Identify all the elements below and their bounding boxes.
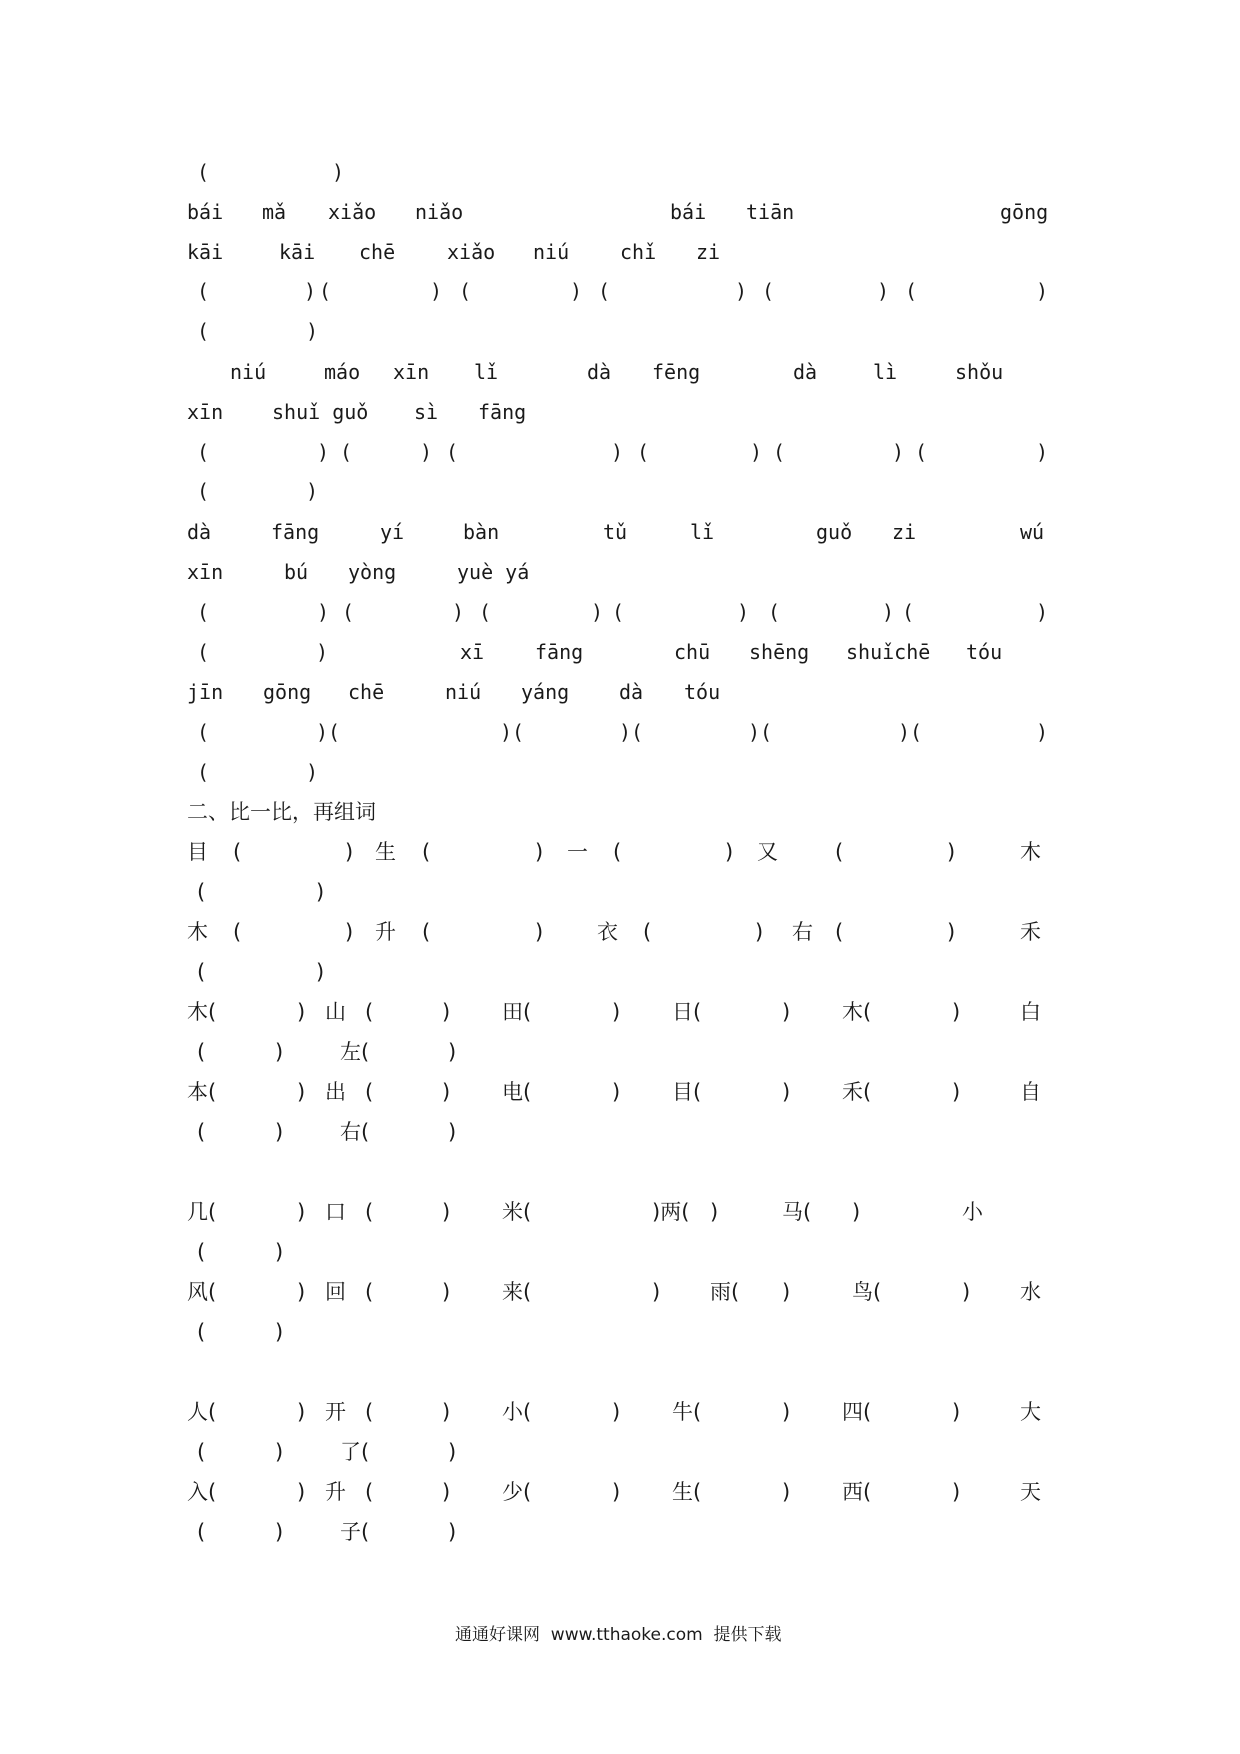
pinyin-syllable: xī [460,640,485,664]
pinyin-syllable: niǎo [415,200,464,224]
pinyin-syllable: fāng [478,400,527,424]
pinyin-syllable: tóu [966,640,1003,664]
character-item: 右 [792,920,813,944]
pinyin-syllable: bú [284,560,309,584]
character-item: 水 [1020,1280,1041,1304]
answer-blank-paren: ( [365,1200,374,1224]
section-heading-line [0,795,1240,829]
answer-blank-paren: ) [611,440,624,464]
answer-blank-paren: ) [345,840,354,864]
compare-line [0,995,1240,1029]
pinyin-syllable: kāi [279,240,316,264]
answer-blank-paren: ( [365,1400,374,1424]
answer-blank-paren: ) [1036,720,1049,744]
pinyin-line [0,635,1240,669]
answer-blank-paren: ) [442,1000,451,1024]
answer-blank-paren: ( [422,840,431,864]
answer-blank-paren: ) [737,600,750,624]
pinyin-syllable: dà [793,360,818,384]
pinyin-line [0,355,1240,389]
answer-blank-paren: ( [233,920,242,944]
character-item: 西( [842,1480,872,1504]
pinyin-syllable: niú [445,680,482,704]
answer-blank-paren: ) [782,1400,791,1424]
pinyin-syllable: zi [892,520,917,544]
pinyin-syllable: fāng [271,520,320,544]
compare-line [0,1195,1240,1229]
answer-blank-paren: ) [1036,279,1049,303]
compare-line [0,1395,1240,1429]
answer-blank-paren: ) [782,1480,791,1504]
answer-blank-paren: ) [297,1400,306,1424]
answer-blank-paren: ) [612,1480,621,1504]
pinyin-syllable: tóu [684,680,721,704]
answer-blank-paren: ) [952,1480,961,1504]
pinyin-syllable: xiǎo [328,200,377,224]
pinyin-syllable: niú [230,360,267,384]
compare-line [0,835,1240,869]
answer-blank-paren: ( [422,920,431,944]
pinyin-syllable: chū [674,640,711,664]
character-item: 木( [842,1000,872,1024]
pinyin-syllable: sì [414,400,439,424]
pinyin-line [0,395,1240,429]
character-item: 少( [502,1480,532,1504]
answer-blank-paren: ) [962,1280,971,1304]
answer-blank-paren: ) [952,1400,961,1424]
pinyin-syllable: shuǐ guǒ [272,400,369,424]
character-item: 一 [567,840,588,864]
answer-blank-paren: ) [452,600,465,624]
answer-blank-paren: ) [782,1000,791,1024]
character-item: 木( [187,1000,217,1024]
answer-blank-paren: ( [768,600,781,624]
answer-blank-paren: ) [275,1040,284,1064]
character-item: 山 [325,1000,346,1024]
pinyin-syllable: bái [670,200,707,224]
answer-blank-paren: ( [197,479,210,503]
pinyin-syllable: zi [696,240,721,264]
pinyin-syllable: guǒ [816,520,853,544]
character-item: 风( [187,1280,217,1304]
character-item: 来( [502,1280,532,1304]
answer-blank-paren: ( [773,440,786,464]
answer-blank-paren: ) [316,640,329,664]
character-item: 回 [325,1280,346,1304]
character-item: 鸟( [852,1280,882,1304]
character-item: 入( [187,1480,217,1504]
answer-blank-paren: ( [643,920,652,944]
answer-blank-paren: ( [446,440,459,464]
compare-line [0,875,1240,909]
pinyin-syllable: shuǐchē [846,640,931,664]
character-item: 开 [325,1400,346,1424]
answer-blank-paren: ) [275,1440,284,1464]
answer-blank-paren: ( [479,600,492,624]
pinyin-syllable: dà [587,360,612,384]
pinyin-line [0,195,1240,229]
character-item: 天 [1020,1480,1041,1504]
answer-blank-paren: ) [297,1200,306,1224]
compare-line [0,1115,1240,1149]
pinyin-syllable: dà [187,520,212,544]
answer-blank-paren: ( [459,279,472,303]
character-item: 四( [842,1400,872,1424]
answer-blank-paren: ) [535,840,544,864]
answer-blank-paren: ( [835,840,844,864]
answer-blank-paren: ) [725,840,734,864]
answer-blank-paren: ( [612,600,625,624]
answer-blank-paren: ( [197,720,210,744]
answer-blank-paren: ) [317,440,330,464]
pinyin-syllable: chǐ [620,240,657,264]
pinyin-syllable: yáng [521,680,570,704]
character-item: 出 [325,1080,346,1104]
character-item: 了( [340,1440,370,1464]
answer-blank-paren: ) [652,1280,661,1304]
pinyin-syllable: wú [1020,520,1045,544]
character-item: 本( [187,1080,217,1104]
answer-blank-paren: ( [197,1440,206,1464]
character-item: 电( [502,1080,532,1104]
answer-blank-paren: ) [306,479,319,503]
character-item: 升 [375,920,396,944]
answer-blank-paren: ) [442,1480,451,1504]
answer-blank-paren: ) [442,1400,451,1424]
footer-line [0,1618,1240,1652]
character-item: 马( [782,1200,812,1224]
character-item: 右( [340,1120,370,1144]
answer-blank-paren: ( [342,600,355,624]
answer-blank-paren: ) [316,880,325,904]
answer-blank-paren: ( [233,840,242,864]
pinyin-line [0,235,1240,269]
pinyin-syllable: lǐ [474,360,499,384]
pinyin-line [0,715,1240,749]
pinyin-line [0,755,1240,789]
compare-line [0,1075,1240,1109]
answer-blank-paren: ) [710,1200,719,1224]
pinyin-line [0,435,1240,469]
answer-blank-paren: )( [500,720,525,744]
answer-blank-paren: ) [448,1440,457,1464]
answer-blank-paren: ) [535,920,544,944]
character-item: 自 [1020,1080,1041,1104]
answer-blank-paren: ( [197,1040,206,1064]
character-item: 生 [375,840,396,864]
answer-blank-paren: ) [952,1000,961,1024]
pinyin-syllable: bái [187,200,224,224]
pinyin-syllable: xīn [187,400,224,424]
pinyin-syllable: lì [873,360,898,384]
answer-blank-paren: ( [197,880,206,904]
answer-blank-paren: ( [613,840,622,864]
character-item: 子( [340,1520,370,1544]
answer-blank-paren: ) [442,1200,451,1224]
answer-blank-paren: ) [1036,600,1049,624]
compare-line [0,915,1240,949]
compare-line [0,1515,1240,1549]
answer-blank-paren: ) [297,1280,306,1304]
pinyin-line [0,314,1240,348]
character-item: 左( [340,1040,370,1064]
character-item: 雨( [710,1280,740,1304]
answer-blank-paren: ) [570,279,583,303]
pinyin-line [0,155,1240,189]
answer-blank-paren: ( [365,1000,374,1024]
answer-blank-paren: ) [947,920,956,944]
answer-blank-paren: ) [591,600,604,624]
character-item: 小( [502,1400,532,1424]
pinyin-syllable: chē [359,240,396,264]
character-item: 木 [1020,840,1041,864]
pinyin-syllable: jīn [187,680,224,704]
answer-blank-paren: ) [852,1200,861,1224]
answer-blank-paren: ( [197,600,210,624]
section-heading: 二、比一比，再组词 [187,800,376,824]
character-item: 米( [502,1200,532,1224]
answer-blank-paren: ( [197,279,210,303]
pinyin-line [0,515,1240,549]
compare-line [0,1435,1240,1469]
answer-blank-paren: ) [448,1120,457,1144]
pinyin-line [0,595,1240,629]
pinyin-syllable: fēng [652,360,701,384]
answer-blank-paren: ) [735,279,748,303]
answer-blank-paren: ( [197,319,210,343]
answer-blank-paren: ( [319,279,332,303]
character-item: 白 [1020,1000,1041,1024]
character-item: 人( [187,1400,217,1424]
character-item: 几( [187,1200,217,1224]
pinyin-syllable: shēng [749,640,810,664]
answer-blank-paren: ) [317,600,330,624]
character-item: 升 [325,1480,346,1504]
pinyin-line [0,274,1240,308]
answer-blank-paren: ) [750,440,763,464]
answer-blank-paren: ) [275,1520,284,1544]
footer-text: 通通好课网 www.tthaoke.com 提供下载 [455,1625,782,1645]
answer-blank-paren: ) [952,1080,961,1104]
character-item: 衣 [597,920,618,944]
character-item: 口 [325,1200,346,1224]
compare-line [0,1315,1240,1349]
compare-line [0,1235,1240,1269]
answer-blank-paren: ( [197,760,210,784]
answer-blank-paren: )( [748,720,773,744]
pinyin-line [0,675,1240,709]
answer-blank-paren: ) [877,279,890,303]
answer-blank-paren: ) [1036,440,1049,464]
answer-blank-paren: )( [619,720,644,744]
answer-blank-paren: ( [365,1480,374,1504]
answer-blank-paren: ( [197,1240,206,1264]
answer-blank-paren: ) [306,319,319,343]
answer-blank-paren: ) [612,1000,621,1024]
character-item: 又 [757,840,778,864]
answer-blank-paren: ) [420,440,433,464]
answer-blank-paren: ) [345,920,354,944]
pinyin-syllable: bàn [463,520,500,544]
compare-line [0,1035,1240,1069]
pinyin-syllable: chē [348,680,385,704]
answer-blank-paren: ( [365,1080,374,1104]
answer-blank-paren: ( [637,440,650,464]
answer-blank-paren: ) [612,1080,621,1104]
answer-blank-paren: ( [365,1280,374,1304]
answer-blank-paren: ) [275,1120,284,1144]
character-item: 目 [187,840,208,864]
answer-blank-paren: ( [905,279,918,303]
answer-blank-paren: ) [612,1400,621,1424]
pinyin-syllable: niú [533,240,570,264]
character-item: 目( [672,1080,702,1104]
answer-blank-paren: ) [304,279,317,303]
answer-blank-paren: ) [947,840,956,864]
answer-blank-paren: ) [297,1480,306,1504]
answer-blank-paren: ) [448,1040,457,1064]
answer-blank-paren: ( [762,279,775,303]
character-item: )两( [652,1200,690,1224]
answer-blank-paren: ) [316,960,325,984]
character-item: 牛( [672,1400,702,1424]
pinyin-syllable: shǒu [955,360,1004,384]
answer-blank-paren: ( [915,440,928,464]
answer-blank-paren: ( [197,1320,206,1344]
pinyin-syllable: yí [380,520,405,544]
pinyin-syllable: máo [324,360,361,384]
pinyin-syllable: dà [619,680,644,704]
answer-blank-paren: )( [316,720,341,744]
answer-blank-paren: ( [197,160,210,184]
pinyin-syllable: gōng [1000,200,1049,224]
pinyin-syllable: tiān [746,200,795,224]
pinyin-syllable: xīn [393,360,430,384]
pinyin-line [0,474,1240,508]
answer-blank-paren: ) [297,1000,306,1024]
pinyin-syllable: yòng [348,560,397,584]
answer-blank-paren: ) [306,760,319,784]
pinyin-syllable: fāng [535,640,584,664]
answer-blank-paren: ( [598,279,611,303]
pinyin-syllable: gōng [263,680,312,704]
character-item: 木 [187,920,208,944]
answer-blank-paren: ) [782,1280,791,1304]
pinyin-syllable: xīn [187,560,224,584]
pinyin-syllable: xiǎo [447,240,496,264]
answer-blank-paren: ) [442,1080,451,1104]
answer-blank-paren: ( [197,640,210,664]
answer-blank-paren: ( [197,440,210,464]
compare-line [0,1275,1240,1309]
answer-blank-paren: ( [835,920,844,944]
answer-blank-paren: )( [898,720,923,744]
pinyin-syllable: kāi [187,240,224,264]
pinyin-syllable: yuè yá [457,560,530,584]
answer-blank-paren: ) [442,1280,451,1304]
character-item: 禾 [1020,920,1041,944]
character-item: 禾( [842,1080,872,1104]
character-item: 大 [1020,1400,1041,1424]
answer-blank-paren: ( [197,960,206,984]
pinyin-line [0,555,1240,589]
compare-line [0,1475,1240,1509]
answer-blank-paren: ) [755,920,764,944]
answer-blank-paren: ) [782,1080,791,1104]
answer-blank-paren: ) [297,1080,306,1104]
answer-blank-paren: ( [340,440,353,464]
answer-blank-paren: ) [448,1520,457,1544]
character-item: 田( [502,1000,532,1024]
answer-blank-paren: ) [430,279,443,303]
pinyin-syllable: tǔ [603,520,628,544]
character-item: 日( [672,1000,702,1024]
answer-blank-paren: ) [332,160,345,184]
answer-blank-paren: ) [892,440,905,464]
character-item: 生( [672,1480,702,1504]
answer-blank-paren: ) [275,1320,284,1344]
answer-blank-paren: ) [882,600,895,624]
answer-blank-paren: ( [197,1520,206,1544]
character-item: 小 [962,1200,983,1224]
pinyin-syllable: lǐ [690,520,715,544]
answer-blank-paren: ) [275,1240,284,1264]
pinyin-syllable: mǎ [262,200,287,224]
answer-blank-paren: ( [902,600,915,624]
answer-blank-paren: ( [197,1120,206,1144]
compare-line [0,955,1240,989]
